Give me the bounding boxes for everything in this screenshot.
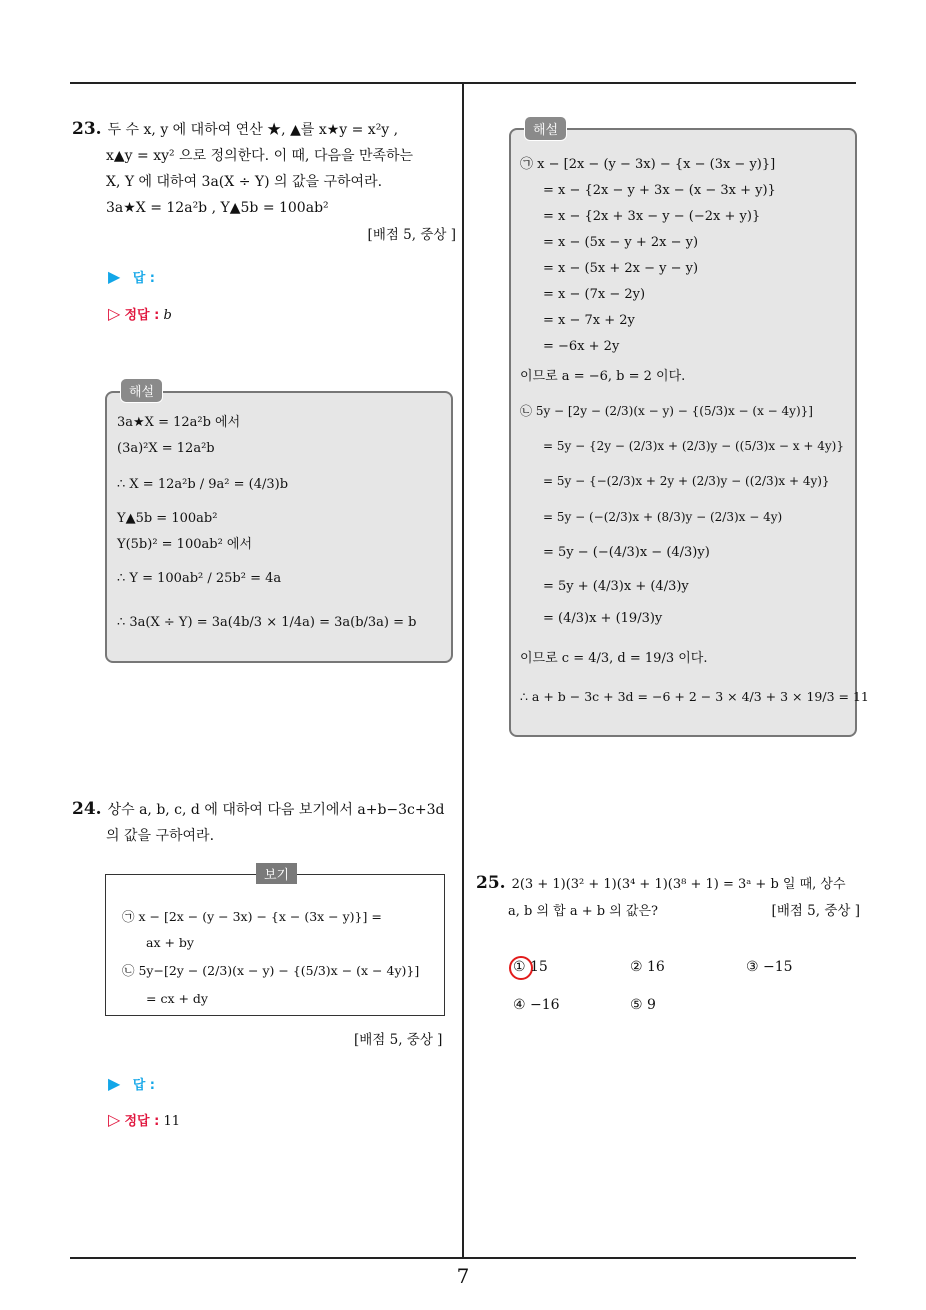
page-number: 7 [456,1264,470,1288]
choice-1[interactable]: ① 15 [513,959,548,975]
question-23 [72,116,456,243]
correct-value: b [163,308,172,323]
solution-line: ∴ a + b − 3c + 3d = −6 + 2 − 3 × 4/3 + 3 × 19/3 = 11 [520,689,869,704]
question-text-line: 상수 a, b, c, d 에 대하여 다음 보기에서 a+b−3c+3d [107,802,445,818]
question-25 [476,870,860,925]
question-number: 23. [72,119,102,139]
example-line: ㉡ 5y−[2y − (2/3)(x − y) − {(5/3)x − (x − 4y)}] [122,963,420,978]
answer-row [108,1074,155,1093]
choice-5[interactable]: ⑤ 9 [630,997,656,1013]
answer-row [108,267,155,286]
solution-line: Y▲5b = 100ab² [117,511,218,526]
example-line: = cx + dy [146,991,208,1006]
correct-label: 정답 : [124,1114,160,1129]
solution-line: = x − 7x + 2y [543,313,635,328]
question-text-line: 3a★X = 12a²b , Y▲5b = 100ab² [106,200,329,216]
question-text-line: x▲y = xy² 으로 정의한다. 이 때, 다음을 만족하는 [106,148,414,164]
bottom-rule [70,1257,856,1259]
question-text-line: 의 값을 구하여라. [106,828,215,844]
question-text-line: 두 수 x, y 에 대하여 연산 ★, ▲를 x★y = x²y , [107,122,399,138]
question-number: 25. [476,873,506,893]
example-line: ax + by [146,935,194,950]
solution-tag: 해설 [524,116,567,141]
question-text-line: X, Y 에 대하여 3a(X ÷ Y) 의 값을 구하여라. [106,174,383,190]
solution-line: ∴ Y = 100ab² / 25b² = 4a [117,571,282,586]
solution-line: 이므로 c = 4/3, d = 19/3 이다. [520,651,708,666]
solution-line: (3a)²X = 12a²b [117,441,215,456]
question-text-line: 2(3 + 1)(3² + 1)(3⁴ + 1)(3⁸ + 1) = 3ᵃ + b 일 때, 상수 [511,877,846,892]
question-meta: [배점 5, 중상 ] [354,1032,443,1048]
solution-line: ∴ X = 12a²b / 9a² = (4/3)b [117,477,289,492]
column-divider [462,84,464,1258]
question-meta: [배점 5, 중상 ] [367,227,456,243]
solution-line: = (4/3)x + (19/3)y [543,611,663,626]
solution-line: = x − {2x + 3x − y − (−2x + y)} [543,209,761,224]
play-icon: ▶ [108,1074,121,1093]
solution-line: = 5y − (−(4/3)x − (4/3)y) [543,545,710,560]
solution-line: = x − (7x − 2y) [543,287,646,302]
triangle-outline-icon: ▷ [108,1110,121,1129]
question-number: 24. [72,799,102,819]
solution-line: = −6x + 2y [543,339,620,354]
solution-line: 3a★X = 12a²b 에서 [117,415,241,430]
play-icon: ▶ [108,267,121,286]
solution-line: ∴ 3a(X ÷ Y) = 3a(4b/3 × 1/4a) = 3a(b/3a) = b [117,615,417,630]
solution-line: 이므로 a = −6, b = 2 이다. [520,369,686,384]
choice-2[interactable]: ② 16 [630,959,665,975]
question-text-line: a, b 의 합 a + b 의 값은? [508,904,658,919]
correct-answer-row [108,1110,180,1129]
choice-3[interactable]: ③ −15 [746,959,793,975]
solution-line: = x − (5x + 2x − y − y) [543,261,699,276]
solution-line: = 5y − {2y − (2/3)x + (2/3)y − ((5/3)x − x + 4y)} [543,439,844,453]
example-tag: 보기 [256,863,297,884]
triangle-outline-icon: ▷ [108,304,121,323]
solution-line: = 5y − {−(2/3)x + 2y + (2/3)y − ((2/3)x + 4y)} [543,474,830,488]
correct-value: 11 [163,1114,180,1129]
solution-line: ㉡ 5y − [2y − (2/3)(x − y) − {(5/3)x − (x − 4y)}] [520,404,813,418]
correct-label: 정답 : [124,308,160,323]
question-meta: [배점 5, 중상 ] [771,903,860,919]
solution-line: ㉠ x − [2x − (y − 3x) − {x − (3x − y)}] [520,157,776,172]
solution-line: = 5y − (−(2/3)x + (8/3)y − (2/3)x − 4y) [543,510,783,524]
solution-line: Y(5b)² = 100ab² 에서 [117,537,253,552]
correct-answer-row [108,304,172,323]
solution-line: = x − (5x − y + 2x − y) [543,235,699,250]
answer-label: 답 : [132,271,156,286]
solution-line: = 5y + (4/3)x + (4/3)y [543,579,689,594]
example-line: ㉠ x − [2x − (y − 3x) − {x − (3x − y)}] = [122,909,382,924]
answer-label: 답 : [132,1078,156,1093]
solution-line: = x − {2x − y + 3x − (x − 3x + y)} [543,183,776,198]
question-24 [72,796,462,849]
choice-4[interactable]: ④ −16 [513,997,560,1013]
solution-tag: 해설 [120,378,163,403]
